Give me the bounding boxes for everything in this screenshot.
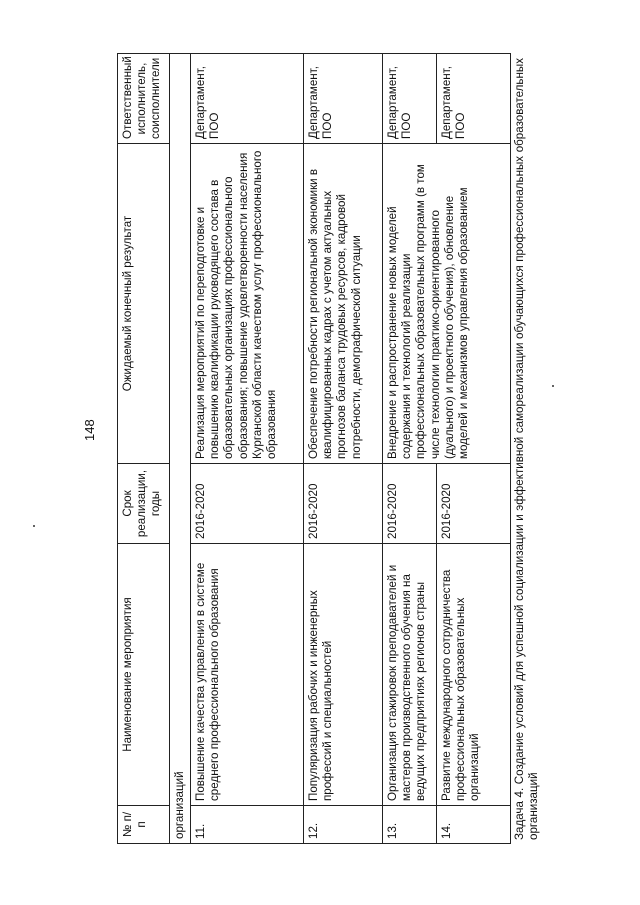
- table-row: [191, 54, 304, 844]
- header-period: Срок реализации, годы: [118, 464, 170, 544]
- row-executor: Департамент, ПОО: [437, 54, 511, 144]
- row-num: 14.: [437, 806, 511, 844]
- scan-speck: [552, 385, 554, 387]
- row-result: Обеспечение потребности региональной экономики в квалифицированных кадрах с учетом актуальных прогнозов баланса трудовых ресурсов, кадровой потребности, демографической ситуации: [304, 144, 383, 464]
- row-name: Популяризация рабочих и инженерных профессий и специальностей: [304, 544, 383, 806]
- row-period: 2016-2020: [191, 464, 304, 544]
- table-row: [304, 54, 383, 844]
- header-executor: Ответственный исполнитель, соисполнители: [118, 54, 170, 144]
- row-period: 2016-2020: [437, 464, 511, 544]
- activities-table: [117, 53, 511, 844]
- header-result: Ожидаемый конечный результат: [118, 144, 170, 464]
- row-num: 11.: [191, 806, 304, 844]
- row-executor: Департамент, ПОО: [383, 54, 437, 144]
- task-heading: Задача 4. Создание условий для успешной социализации и эффективной самореализации обучающихся профессиональных образовательных организаций: [513, 58, 541, 840]
- header-name: Наименование мероприятия: [118, 544, 170, 806]
- row-name: Развитие международного сотрудничества профессиональных образовательных организаций: [437, 544, 511, 806]
- row-name: Повышение качества управления в системе среднего профессионального образования: [191, 544, 304, 806]
- scan-speck: [33, 525, 35, 527]
- rotated-table-page: [117, 54, 587, 844]
- row-executor: Департамент, ПОО: [191, 54, 304, 144]
- row-result: Реализация мероприятий по переподготовке и повышению квалификации руководящего состава в образовательных организациях профессионального образования; повышение удовлетворенности населения Курганской области качеством услуг профессионального образования: [191, 144, 304, 464]
- table-header-row: [118, 54, 170, 844]
- page-number: 148: [82, 419, 97, 441]
- table-row: [383, 54, 437, 844]
- row-period: 2016-2020: [304, 464, 383, 544]
- section-row: [170, 54, 191, 844]
- row-name: Организация стажировок преподавателей и мастеров производственного обучения на ведущих предприятиях регионов страны: [383, 544, 437, 806]
- header-num: № п/п: [118, 806, 170, 844]
- row-num: 13.: [383, 806, 437, 844]
- row-period: 2016-2020: [383, 464, 437, 544]
- row-num: 12.: [304, 806, 383, 844]
- section-continuation: организаций: [170, 54, 191, 844]
- row-result-merged: Внедрение и распространение новых моделей содержания и технологий реализации профессиональных образовательных программ (в том числе технологии практико-ориентированного (дуального) и проектного обучения), обновление моделей и механизмов управления образованием: [383, 144, 511, 464]
- row-executor: Департамент, ПОО: [304, 54, 383, 144]
